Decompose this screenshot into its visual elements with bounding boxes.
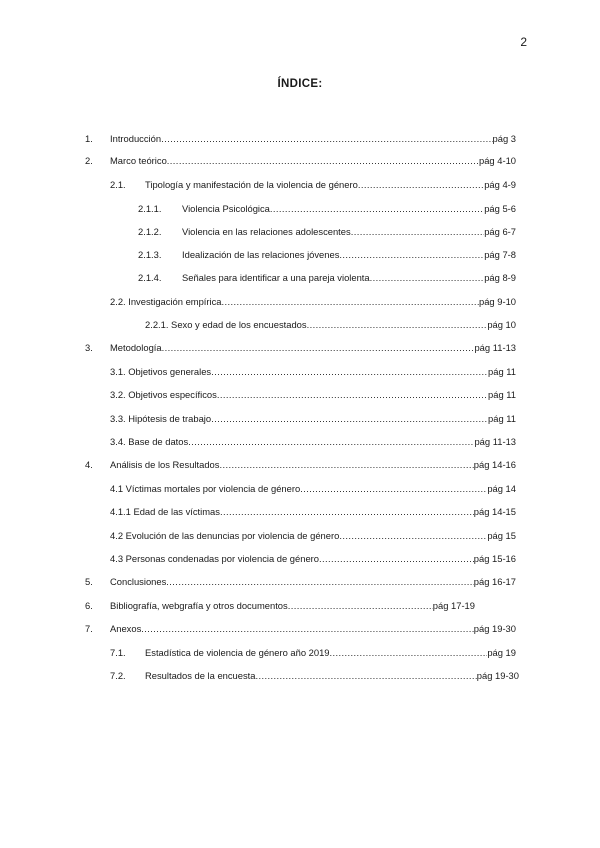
- document-title: ÍNDICE:: [277, 78, 323, 90]
- toc-entry-title: 3.1. Objetivos generales: [110, 366, 212, 377]
- toc-entry-page: pág 11: [488, 366, 516, 377]
- toc-entry[interactable]: [85, 342, 516, 356]
- toc-entry-page: pág 14-15: [473, 506, 516, 517]
- toc-entry-title: Violencia Psicológica: [182, 203, 270, 214]
- toc-leader-dots: [220, 506, 474, 517]
- toc-entry-title: 4.1.1 Edad de las víctimas: [110, 506, 220, 517]
- toc-leader-dots: [211, 366, 488, 377]
- toc-leader-dots: [339, 249, 484, 260]
- toc-entry[interactable]: [138, 249, 516, 263]
- toc-leader-dots: [219, 459, 473, 470]
- toc-entry-title: 2.2. Investigación empírica: [110, 296, 222, 307]
- toc-entry-page: pág 7-8: [484, 249, 516, 260]
- toc-entry-title: Metodología: [110, 342, 162, 353]
- toc-entry-number: 1.: [85, 133, 93, 144]
- toc-entry-number: 2.1.2.: [138, 226, 162, 237]
- toc-entry-title: 3.4. Base de datos: [110, 436, 189, 447]
- toc-entry-title: Introducción: [110, 133, 162, 144]
- toc-entry[interactable]: [85, 623, 516, 637]
- toc-entry-page: pág 16-17: [473, 576, 516, 587]
- toc-entry[interactable]: [138, 272, 516, 286]
- toc-entry[interactable]: [110, 670, 519, 684]
- toc-entry-number: 2.1.4.: [138, 272, 162, 283]
- toc-leader-dots: [370, 272, 485, 283]
- toc-entry-title: Idealización de las relaciones jóvenes: [182, 249, 340, 260]
- toc-leader-dots: [351, 226, 485, 237]
- toc-entry-page: pág 14-16: [473, 459, 516, 470]
- toc-leader-dots: [256, 670, 477, 681]
- toc-entry-number: 3.: [85, 342, 93, 353]
- toc-leader-dots: [358, 179, 484, 190]
- toc-entry-page: pág 9-10: [478, 296, 516, 307]
- toc-entry[interactable]: [110, 179, 516, 193]
- toc-entry[interactable]: [85, 576, 516, 590]
- toc-leader-dots: [162, 342, 475, 353]
- toc-entry[interactable]: [110, 506, 516, 520]
- toc-entry-title: 3.2. Objetivos específicos: [110, 389, 217, 400]
- toc-entry[interactable]: [85, 133, 516, 147]
- toc-entry[interactable]: [110, 389, 516, 403]
- toc-entry-number: 7.: [85, 623, 93, 634]
- toc-entry-title: Conclusiones: [110, 576, 167, 587]
- toc-leader-dots: [339, 530, 487, 541]
- toc-entry[interactable]: [110, 436, 516, 450]
- toc-leader-dots: [167, 155, 479, 166]
- toc-entry-title: Señales para identificar a una pareja violenta: [182, 272, 370, 283]
- toc-entry-page: pág 11: [488, 389, 516, 400]
- toc-entry-title: Tipología y manifestación de la violencia de género: [145, 179, 358, 190]
- toc-entry-page: pág 4-9: [484, 179, 516, 190]
- toc-entry[interactable]: [85, 155, 516, 169]
- toc-entry-page: pág 14: [487, 483, 516, 494]
- toc-leader-dots: [307, 319, 488, 330]
- toc-leader-dots: [211, 413, 488, 424]
- toc-entry[interactable]: [138, 226, 516, 240]
- toc-entry-number: 5.: [85, 576, 93, 587]
- toc-entry[interactable]: [110, 530, 516, 544]
- toc-entry-page: pág 11-13: [474, 342, 516, 353]
- toc-entry[interactable]: [138, 203, 516, 217]
- toc-leader-dots: [217, 389, 488, 400]
- toc-entry-number: 4.: [85, 459, 93, 470]
- toc-leader-dots: [141, 623, 473, 634]
- toc-leader-dots: [270, 203, 484, 214]
- toc-entry-title: 3.3. Hipótesis de trabajo: [110, 413, 212, 424]
- toc-entry[interactable]: [110, 366, 516, 380]
- toc-leader-dots: [330, 647, 488, 658]
- toc-entry-title: Análisis de los Resultados: [110, 459, 220, 470]
- toc-entry[interactable]: [145, 319, 516, 333]
- toc-entry-page: pág 3: [492, 133, 516, 144]
- toc-entry-number: 7.2.: [110, 670, 126, 681]
- toc-entry-page: pág 15-16: [473, 553, 516, 564]
- toc-entry-page: pág 11-13: [474, 436, 516, 447]
- toc-leader-dots: [288, 600, 433, 611]
- toc-entry-number: 7.1.: [110, 647, 126, 658]
- toc-entry-title: Resultados de la encuesta: [145, 670, 256, 681]
- toc-entry-page: pág 6-7: [484, 226, 516, 237]
- toc-entry-title: 4.2 Evolución de las denuncias por violencia de género: [110, 530, 340, 541]
- page-number: 2: [520, 35, 527, 49]
- toc-entry-title: 4.3 Personas condenadas por violencia de género: [110, 553, 320, 564]
- toc-entry-page: pág 19-30: [473, 623, 516, 634]
- toc-entry[interactable]: [110, 647, 516, 661]
- toc-leader-dots: [300, 483, 487, 494]
- toc-entry-page: pág 10: [487, 319, 516, 330]
- toc-entry-title: 2.2.1. Sexo y edad de los encuestados: [145, 319, 307, 330]
- toc-entry-title: Marco teórico: [110, 155, 167, 166]
- toc-entry-page: pág 19-30: [476, 670, 519, 681]
- toc-leader-dots: [161, 133, 492, 144]
- toc-leader-dots: [319, 553, 474, 564]
- toc-entry[interactable]: [110, 413, 516, 427]
- toc-entry-title: Bibliografía, webgrafía y otros documentos: [110, 600, 288, 611]
- toc-entry-page: pág 17-19: [432, 600, 475, 611]
- toc-entry-number: 2.1.1.: [138, 203, 162, 214]
- toc-entry-page: pág 11: [488, 413, 516, 424]
- toc-entry-number: 2.: [85, 155, 93, 166]
- toc-entry-page: pág 8-9: [484, 272, 516, 283]
- toc-entry[interactable]: [110, 296, 516, 310]
- toc-entry-title: 4.1 Víctimas mortales por violencia de género: [110, 483, 301, 494]
- toc-entry-title: Anexos: [110, 623, 142, 634]
- toc-leader-dots: [188, 436, 474, 447]
- toc-entry-page: pág 4-10: [478, 155, 516, 166]
- toc-entry-number: 2.1.3.: [138, 249, 162, 260]
- toc-entry-page: pág 5-6: [484, 203, 516, 214]
- toc-entry[interactable]: [110, 483, 516, 497]
- toc-entry[interactable]: [85, 459, 516, 473]
- toc-entry-number: 6.: [85, 600, 93, 611]
- toc-entry-title: Violencia en las relaciones adolescentes: [182, 226, 351, 237]
- toc-entry[interactable]: [85, 600, 475, 614]
- toc-entry[interactable]: [110, 553, 516, 567]
- toc-entry-number: 2.1.: [110, 179, 126, 190]
- toc-leader-dots: [166, 576, 473, 587]
- toc-entry-page: pág 15: [487, 530, 516, 541]
- toc-leader-dots: [222, 296, 479, 307]
- toc-entry-page: pág 19: [487, 647, 516, 658]
- toc-entry-title: Estadística de violencia de género año 2019: [145, 647, 330, 658]
